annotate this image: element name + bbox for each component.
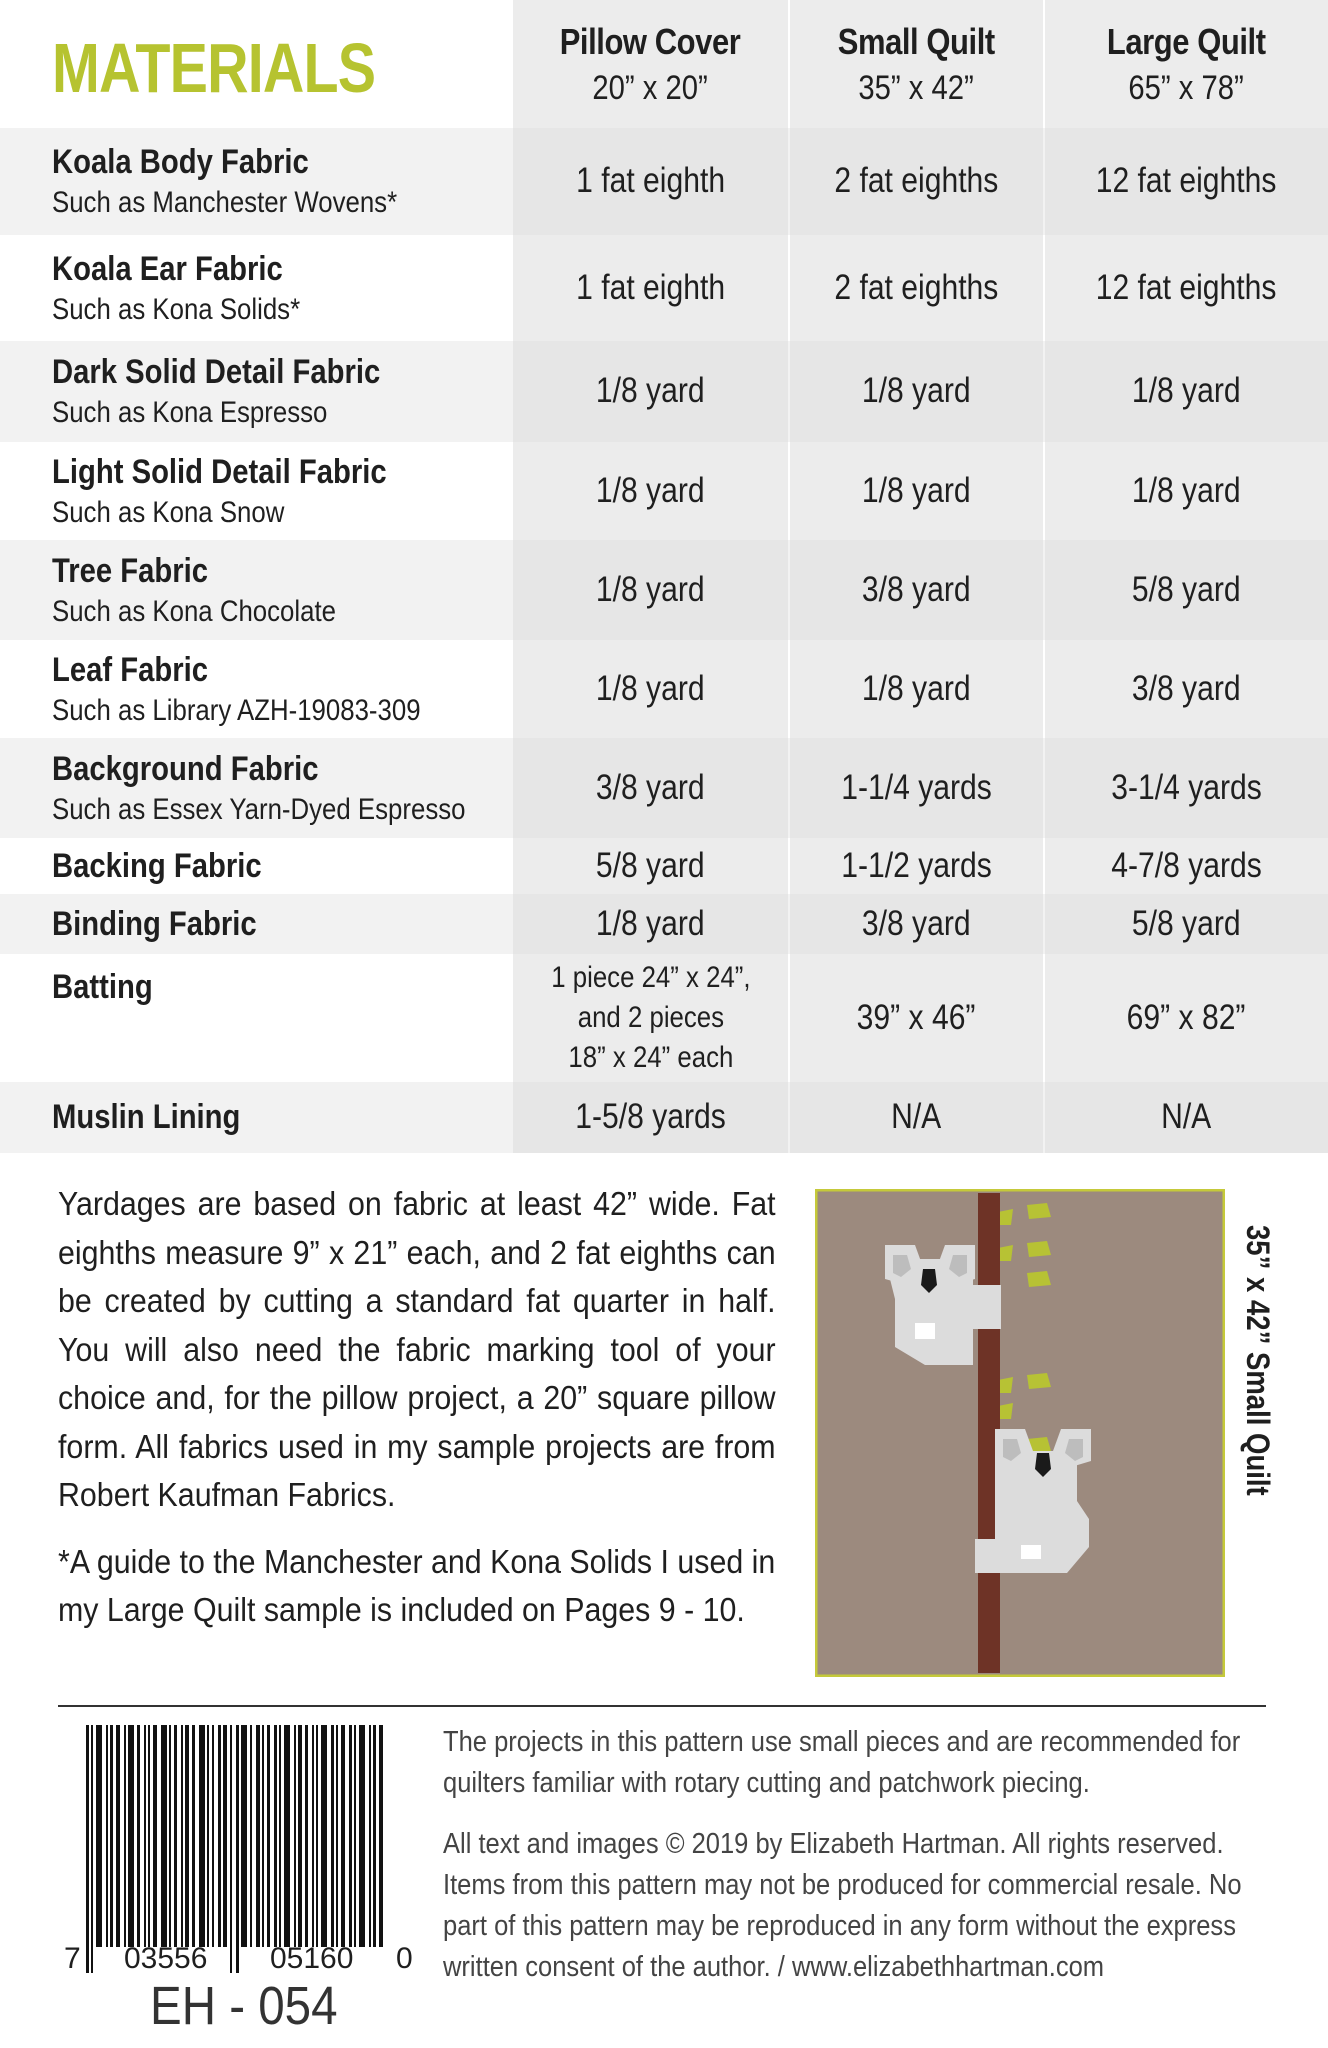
- quantity-value: 4-7/8 yards: [1111, 845, 1262, 885]
- material-row-light-solid-detail-fabric: [0, 442, 1328, 540]
- skill-note: The projects in this pattern use small pieces and are recommended for quilters familiar with rotary cutting and patchwork piecing.: [443, 1726, 1241, 1799]
- material-suggestion: Such as Kona Snow: [52, 495, 285, 529]
- material-name: Batting: [52, 968, 153, 1006]
- column-header-pillow: [513, 0, 788, 128]
- quantity-value: 3-1/4 yards: [1111, 767, 1262, 807]
- footer-text: [443, 1722, 1283, 1988]
- quantity-cell: [790, 1082, 1043, 1153]
- quantity-value: 1/8 yard: [862, 470, 971, 510]
- material-name: Leaf Fabric: [52, 650, 208, 689]
- column-header-small-quilt: [790, 0, 1043, 128]
- material-name-cell: [52, 838, 296, 894]
- quantity-value: 1/8 yard: [1132, 371, 1241, 411]
- quantity-cell: [513, 954, 788, 1082]
- quantity-value: 1 piece 24” x 24”, and 2 pieces 18” x 24” each: [550, 961, 751, 1074]
- quantity-value: 12 fat eighths: [1096, 161, 1277, 201]
- quantity-value: 1/8 yard: [596, 470, 705, 510]
- product-code: EH - 054: [150, 1976, 338, 2036]
- material-row-binding-fabric: [0, 894, 1328, 954]
- quantity-value: 1/8 yard: [862, 371, 971, 411]
- barcode-group-2: 05160: [270, 1942, 354, 1975]
- material-name: Light Solid Detail Fabric: [52, 452, 387, 491]
- material-name-cell: [52, 738, 533, 838]
- quantity-value: 69” x 82”: [1127, 997, 1246, 1037]
- quantity-cell: [790, 442, 1043, 540]
- quantity-cell: [1045, 838, 1328, 894]
- material-suggestion: Such as Kona Solids*: [52, 292, 301, 326]
- materials-title: MATERIALS: [52, 29, 376, 107]
- material-suggestion: Such as Kona Espresso: [52, 396, 328, 429]
- yardage-notes: [58, 1180, 778, 1635]
- quantity-value: 2 fat eighths: [834, 267, 999, 307]
- quantity-cell: [1045, 341, 1328, 442]
- quantity-value: 1/8 yard: [596, 371, 705, 411]
- material-suggestion: Such as Kona Chocolate: [52, 594, 337, 628]
- quantity-cell: [513, 540, 788, 640]
- quantity-cell: [1045, 640, 1328, 738]
- quantity-cell: [1045, 235, 1328, 341]
- quantity-cell: [513, 442, 788, 540]
- material-suggestion: Such as Essex Yarn-Dyed Espresso: [52, 792, 466, 826]
- footer-divider: [58, 1705, 1266, 1707]
- quantity-value: 5/8 yard: [1132, 569, 1241, 609]
- quantity-value: 1/8 yard: [1132, 470, 1241, 510]
- quantity-cell: [790, 128, 1043, 235]
- quantity-cell: [513, 640, 788, 738]
- quantity-value: 1-5/8 yards: [575, 1097, 726, 1137]
- material-row-dark-solid-detail-fabric: [0, 341, 1328, 442]
- quantity-cell: [790, 738, 1043, 838]
- quantity-cell: [513, 341, 788, 442]
- barcode-image: [84, 1725, 394, 1975]
- quantity-value: 3/8 yard: [862, 569, 971, 609]
- quantity-value: 5/8 yard: [596, 845, 705, 885]
- material-row-batting: [0, 954, 1328, 1082]
- quantity-cell: [790, 838, 1043, 894]
- quantity-cell: [513, 738, 788, 838]
- quantity-value: 3/8 yard: [862, 903, 971, 943]
- quantity-cell: [513, 838, 788, 894]
- material-row-koala-ear-fabric: [0, 235, 1328, 341]
- material-name: Backing Fabric: [52, 846, 262, 885]
- barcode-left-digit: 7: [64, 1942, 81, 1975]
- quantity-value: 1 fat eighth: [576, 161, 725, 201]
- column-header-size: 20” x 20”: [592, 68, 709, 107]
- quantity-value: N/A: [891, 1097, 942, 1137]
- yardage-note-paragraph: Yardages are based on fabric at least 42” wide. Fat eighths measure 9” x 21” each, and 2 fat eighths can be created by cutting a standard fat quarter in half. You will also need the fabric marking tool of your choice and, for the pillow project, a 20” square pillow form. All fabrics used in my sample projects are from Robert Kaufman Fabrics.: [58, 1185, 776, 1513]
- material-suggestion: Such as Manchester Wovens*: [52, 186, 398, 219]
- material-name-cell: [52, 1082, 271, 1153]
- quantity-cell: [1045, 442, 1328, 540]
- quantity-value: 2 fat eighths: [834, 161, 999, 201]
- quantity-value: N/A: [1161, 1097, 1212, 1137]
- material-name-cell: [52, 235, 341, 341]
- material-name: Tree Fabric: [52, 551, 209, 590]
- material-name-cell: [52, 954, 169, 1082]
- material-name: Koala Ear Fabric: [52, 249, 283, 288]
- quantity-cell: [513, 128, 788, 235]
- material-row-leaf-fabric: [0, 640, 1328, 738]
- material-name-cell: [52, 442, 441, 540]
- quantity-value: 39” x 46”: [857, 997, 976, 1037]
- quantity-value: 1-1/4 yards: [841, 767, 992, 807]
- material-name: Muslin Lining: [52, 1098, 241, 1136]
- column-header-name: Small Quilt: [837, 20, 995, 62]
- material-name: Koala Body Fabric: [52, 143, 309, 181]
- material-row-backing-fabric: [0, 838, 1328, 894]
- material-row-background-fabric: [0, 738, 1328, 838]
- quantity-cell: [1045, 894, 1328, 954]
- quantity-cell: [1045, 738, 1328, 838]
- material-row-koala-body-fabric: [0, 128, 1328, 235]
- quantity-cell: [790, 540, 1043, 640]
- quantity-cell: [1045, 540, 1328, 640]
- quantity-value: 5/8 yard: [1132, 903, 1241, 943]
- column-header-size: 35” x 42”: [858, 68, 975, 107]
- material-name-cell: [52, 894, 290, 954]
- material-name: Dark Solid Detail Fabric: [52, 353, 381, 391]
- quantity-cell: [513, 1082, 788, 1153]
- material-suggestion: Such as Library AZH-19083-309: [52, 693, 421, 727]
- quantity-value: 1/8 yard: [596, 569, 705, 609]
- quantity-cell: [1045, 954, 1328, 1082]
- quantity-value: 1 fat eighth: [576, 267, 725, 307]
- quantity-cell: [790, 894, 1043, 954]
- material-name-cell: [52, 540, 382, 640]
- quantity-cell: [1045, 128, 1328, 235]
- quantity-cell: [513, 235, 788, 341]
- material-name: Binding Fabric: [52, 904, 257, 943]
- koala-quilt-image: [815, 1189, 1225, 1677]
- column-header-large-quilt: [1045, 0, 1328, 128]
- material-name-cell: [52, 341, 434, 442]
- material-name: Background Fabric: [52, 749, 319, 788]
- material-name-cell: [52, 128, 453, 235]
- copyright-notice: All text and images © 2019 by Elizabeth Hartman. All rights reserved. Items from this pattern may not be produced for commercial resale. No part of this pattern may be reproduced in any form without the express written consent of the author. / www.elizabethhartman.com: [443, 1828, 1242, 1983]
- column-header-size: 65” x 78”: [1128, 68, 1245, 107]
- quilt-size-label: [1236, 1225, 1276, 1525]
- quantity-value: 1-1/2 yards: [841, 845, 992, 885]
- quantity-value: 3/8 yard: [1132, 668, 1241, 708]
- quantity-cell: [790, 341, 1043, 442]
- quilt-size-label-text: 35” x 42” Small Quilt: [1240, 1225, 1276, 1496]
- barcode-right-digit: 0: [396, 1942, 413, 1975]
- column-header-name: Large Quilt: [1107, 20, 1266, 62]
- quantity-cell: [790, 235, 1043, 341]
- material-name-cell: [52, 640, 481, 738]
- column-header-name: Pillow Cover: [560, 20, 741, 62]
- material-row-tree-fabric: [0, 540, 1328, 640]
- quantity-value: 1/8 yard: [862, 668, 971, 708]
- quantity-value: 1/8 yard: [596, 668, 705, 708]
- quantity-cell: [513, 894, 788, 954]
- quantity-value: 1/8 yard: [596, 903, 705, 943]
- quantity-value: 12 fat eighths: [1096, 267, 1277, 307]
- quantity-cell: [1045, 1082, 1328, 1153]
- material-row-muslin-lining: [0, 1082, 1328, 1153]
- fabric-guide-note: *A guide to the Manchester and Kona Solids I used in my Large Quilt sample is included on Pages 9 - 10.: [58, 1542, 776, 1628]
- quantity-value: 3/8 yard: [596, 767, 705, 807]
- quantity-cell: [790, 640, 1043, 738]
- quantity-cell: [790, 954, 1043, 1082]
- barcode-group-1: 03556: [124, 1942, 208, 1975]
